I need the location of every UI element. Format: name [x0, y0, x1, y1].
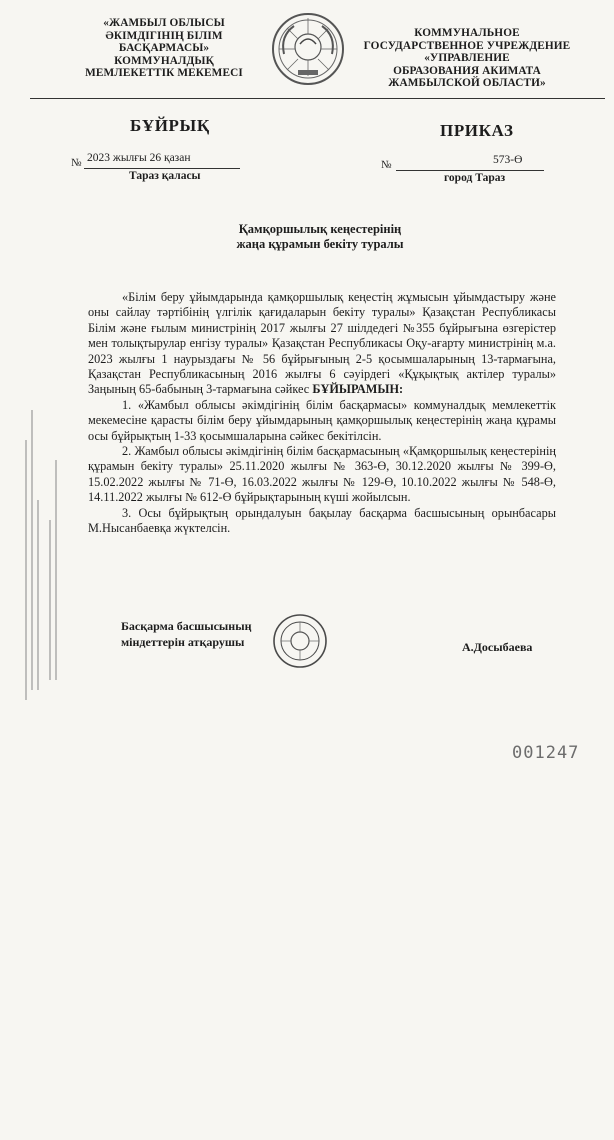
number-underline — [396, 170, 544, 171]
state-emblem-icon — [270, 10, 346, 88]
preamble-text: «Білім беру ұйымдарында қамқоршылық кеңестің жұмысын ұйымдастыру және оны сайлау тәртібінің үлгілік қағидаларын бекіту туралы» Қазақстан Республикасы Білім және ғылым министрінің 2017 жылғы 27 шілдедегі №355 бұйрығына өзгерістер мен толықтырулар енгізу туралы» Қазақстан Республикасы Оқу-ағарту министрінің м.а. 2023 жылғы 1 наурыздағы № 56 бұйрығының 2-5 қосымшаларының 13-тармағына, Қазақстан Республикасының 2016 жылғы 6 сәуірдегі «Құқықтық актілер туралы» Заңының 65-бабының 3-тармағына сәйкес — [88, 290, 556, 397]
order-date: 2023 жылғы 26 қазан — [87, 152, 191, 164]
header-kz-line: КОММУНАЛДЫҚ — [114, 54, 214, 67]
header-ru-line: ОБРАЗОВАНИЯ АКИМАТА — [393, 64, 541, 77]
header-ru-line: «УПРАВЛЕНИЕ — [424, 52, 510, 65]
header-ru-line: КОММУНАЛЬНОЕ — [414, 27, 520, 39]
number-sign-left: № — [71, 157, 82, 169]
title-line: Қамқоршылық кеңестерінің — [238, 222, 402, 236]
paragraph-item-3: 3. Осы бұйрықтың орындалуын бақылау басқарма басшысының орынбасары М.Нысанбаевқа жүктелсін. — [88, 505, 556, 536]
position-line: міндеттерін атқарушы — [121, 634, 245, 649]
date-underline — [84, 168, 240, 169]
city-kz: Тараз қаласы — [129, 170, 201, 182]
city-ru: город Тараз — [444, 172, 506, 184]
order-verb: БҰЙЫРАМЫН: — [312, 382, 404, 397]
serial-number: 001247 — [512, 743, 580, 763]
doc-type-kz: БҰЙРЫҚ — [130, 116, 210, 135]
number-sign-right: № — [381, 159, 392, 171]
paragraph-preamble — [88, 290, 556, 398]
margin-notes — [22, 700, 62, 1140]
header-kz-line: БАСҚАРМАСЫ» — [118, 42, 210, 55]
signatory-position — [121, 619, 251, 650]
document-title — [120, 222, 520, 252]
signatory-name: А.Досыбаева — [462, 640, 533, 654]
position-line: Басқарма басшысының — [121, 619, 252, 633]
document-body — [88, 290, 556, 537]
header-ru-line: ГОСУДАРСТВЕННОЕ УЧРЕЖДЕНИЕ — [363, 39, 571, 52]
order-number: 573-Ө — [493, 154, 523, 166]
paragraph-item-1: 1. «Жамбыл облысы әкімдігінің білім басқармасы» коммуналдық мемлекеттік мекемесіне қарасты білім беру ұйымдарының қамқоршылық кеңестерінің жаңа құрамы осы бұйрықтың 1-33 қосымшаларына сәйкес бекітілсін. — [88, 397, 556, 443]
header-ru-line: ЖАМБЫЛСКОЙ ОБЛАСТИ» — [388, 77, 546, 90]
header-divider — [30, 98, 605, 99]
title-line: жаңа құрамын бекіту туралы — [236, 237, 404, 251]
header-kz — [66, 17, 262, 80]
header-kz-line: ӘКІМДІГІНІҢ БІЛІМ — [105, 29, 223, 42]
paragraph-item-2: 2. Жамбыл облысы әкімдігінің білім басқармасының «Қамқоршылық кеңестерінің құрамын бекіту туралы» 25.11.2020 жылғы № 363-Ө, 30.12.2020 жылғы № 399-Ө, 15.02.2022 жылғы № 71-Ө, 16.03.2022 жылғы № 129-Ө, 10.10.2022 жылғы № 548-Ө, 14.11.2022 жылғы № 612-Ө бұйрықтарының күші жойылсын. — [88, 444, 556, 505]
doc-type-ru: ПРИКАЗ — [440, 121, 514, 140]
header-ru — [352, 27, 582, 90]
electronic-seal-icon — [271, 612, 329, 670]
header-kz-line: МЕМЛЕКЕТТІК МЕКЕМЕСІ — [85, 67, 243, 80]
header-kz-line: «ЖАМБЫЛ ОБЛЫСЫ — [103, 17, 225, 29]
